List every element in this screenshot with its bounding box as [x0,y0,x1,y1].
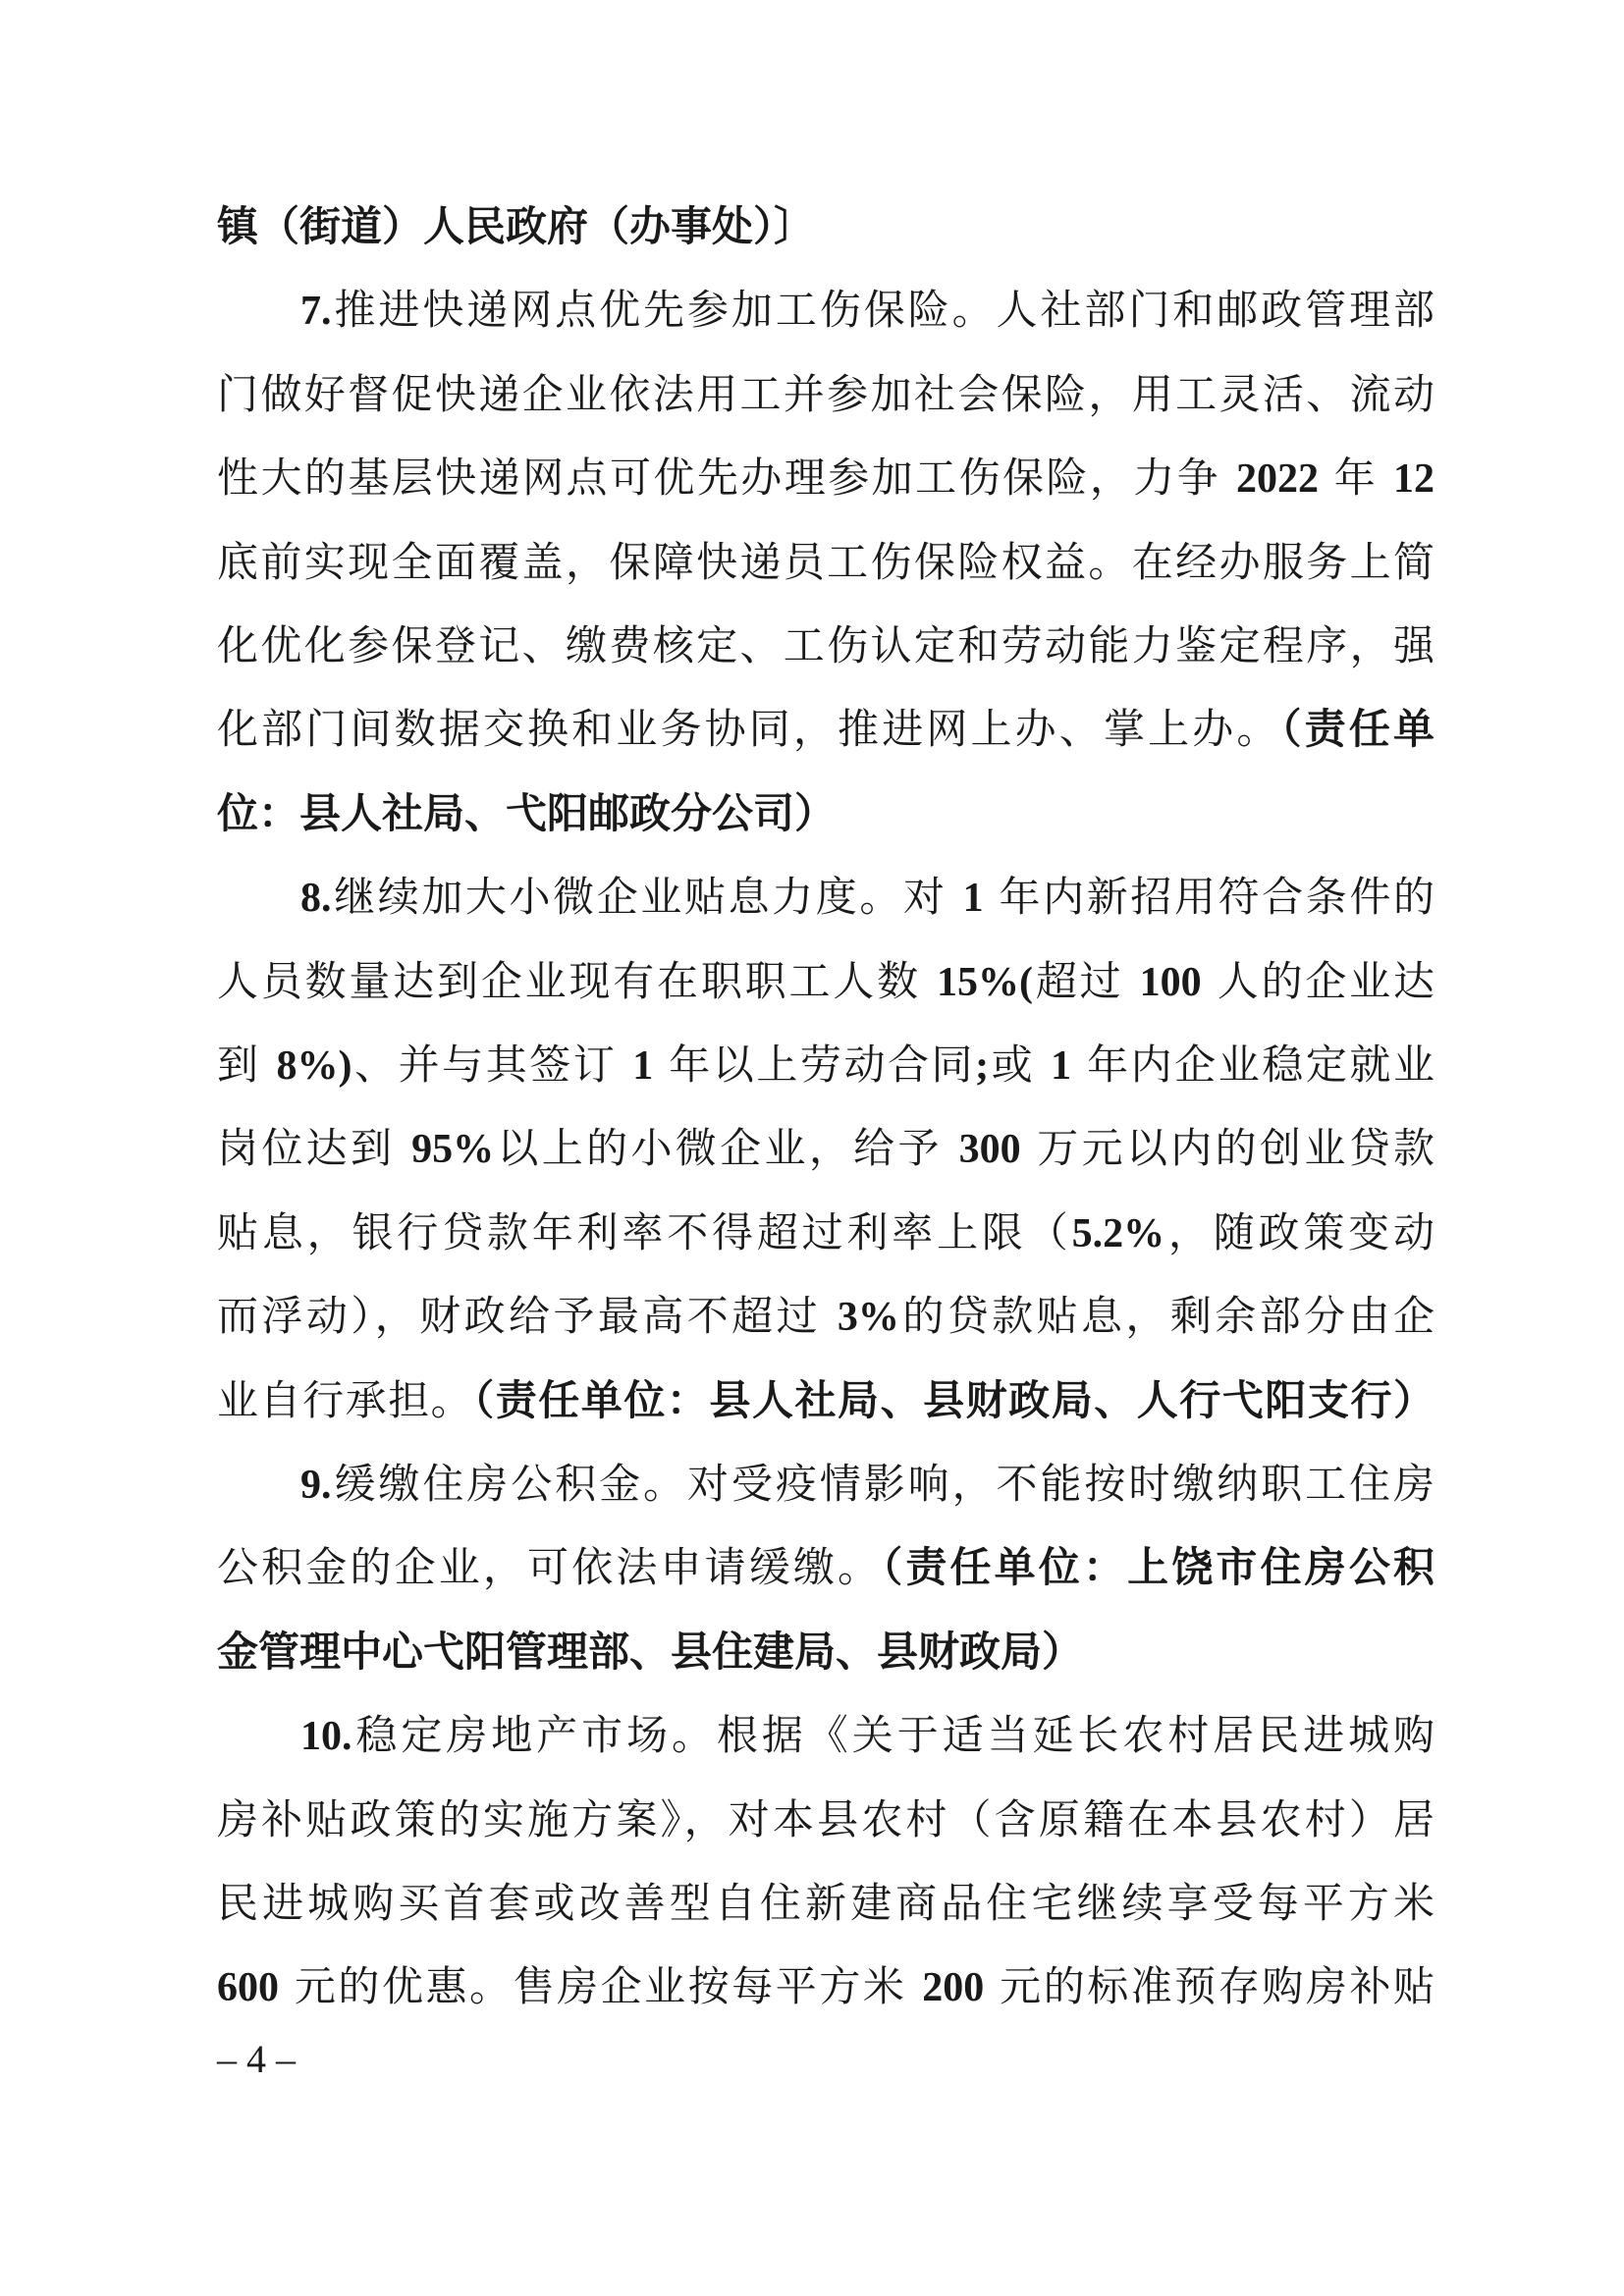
text-line [217,1533,1435,1602]
text-line [217,360,1435,429]
text-segment: 200 [922,1965,985,2010]
text-segment: 1 [632,1043,654,1089]
text-segment: 8%) [276,1043,352,1089]
text-segment: 缓缴住房公积金。对受疫情影响，不能按时缴纳职工住房 [331,1460,1435,1508]
text-segment: 5.2% [1071,1211,1165,1256]
text-segment: ，随政策变动 [1164,1208,1435,1256]
text-segment: （责任单位：上饶市住房公积 [882,1543,1435,1591]
text-segment: 民进城购买首套或改善型自住新建商品住宅继续享受每平方米 [217,1879,1435,1927]
text-segment: 万元以内的创业贷款 [1020,1124,1435,1172]
text-segment: 8. [300,876,332,921]
text-segment: 600 [217,1965,279,2010]
text-line [217,1952,1435,2021]
text-line [300,1701,1435,1770]
text-line [217,695,1435,764]
text-segment: 100 [1139,960,1202,1005]
text-segment: 而浮动），财政给予最高不超过 [217,1292,838,1340]
text-segment: 元的标准预存购房补贴 [984,1962,1435,2010]
text-line [217,528,1435,597]
text-segment: 化部门间数据交换和业务协同，推进网上办、掌上办。 [217,705,1281,753]
text-segment: 继续加大小微企业贴息力度。对 [331,873,963,921]
text-segment: 300 [958,1127,1021,1172]
text-segment: 年内新招用符合条件的 [983,873,1435,921]
text-segment: 房补贴政策的实施方案》，对本县农村（含原籍在本县农村）居 [217,1795,1435,1843]
text-segment: 门做好督促快递企业依法用工并参加社会保险，用工灵活、流动 [217,370,1435,418]
text-segment: （责任单位：县人社局、县财政局、人行弋阳支行） [473,1376,1435,1424]
text-segment: 的贷款贴息，剩余部分由企 [898,1292,1435,1340]
text-line [217,1199,1435,1267]
text-segment: 1 [962,876,984,921]
text-segment: 、并与其签订 [352,1041,633,1089]
text-line [217,1786,1435,1854]
text-segment: 7. [300,289,332,334]
text-segment: 12 [1393,456,1435,502]
text-line [217,1114,1435,1183]
text-segment: 位：县人社局、弋阳邮政分公司） [217,789,837,837]
text-line [217,779,1435,848]
text-segment: 年 [1318,454,1393,502]
text-line [217,1869,1435,1938]
text-segment: 10. [300,1714,352,1759]
text-segment: 岗位达到 [217,1124,412,1172]
text-segment: 到 [217,1041,277,1089]
text-segment: （责任单 [1280,705,1435,753]
text-segment: 稳定房地产市场。根据《关于适当延长农村居民进城购 [352,1711,1435,1759]
text-segment: 2022 [1235,456,1319,502]
text-segment: 镇（街道）人民政府（办事处）〕 [217,202,816,250]
text-segment: 或 [989,1041,1052,1089]
text-segment: 1 [1051,1043,1072,1089]
text-segment: 年以上劳动合同 [653,1041,976,1089]
text-segment: 推进快递网点优先参加工伤保险。人社部门和邮政管理部 [331,286,1435,334]
page-number: – 4 – [217,2037,296,2081]
text-segment: 15%( [937,960,1034,1005]
text-line [300,863,1435,932]
text-line [217,612,1435,680]
text-segment: 贴息，银行贷款年利率不得超过利率上限（ [217,1208,1072,1256]
text-segment: 业自行承担。 [217,1376,474,1424]
text-segment: 人的企业达 [1201,957,1435,1005]
text-segment: 底前实现全面覆盖，保障快递员工伤保险权益。在经办服务上简 [217,538,1435,586]
text-line [217,444,1435,512]
text-line [300,1450,1435,1519]
text-segment: 金管理中心弋阳管理部、县住建局、县财政局） [217,1628,1084,1676]
text-line [300,276,1435,345]
text-segment: 化优化参保登记、缴费核定、工伤认定和劳动能力鉴定程序，强 [217,621,1435,669]
text-segment: 公积金的企业，可依法申请缓缴。 [217,1543,883,1591]
text-line [217,1031,1435,1099]
text-line [217,1282,1435,1351]
text-line [217,1618,1435,1686]
text-segment: 以上的小微企业，给予 [494,1124,959,1172]
text-segment: 年内企业稳定就业 [1071,1041,1435,1089]
text-line [217,947,1435,1016]
text-segment: 超过 [1033,957,1140,1005]
text-segment: 人员数量达到企业现有在职职工人数 [217,957,938,1005]
text-segment: 9. [300,1463,332,1508]
text-segment: 性大的基层快递网点可优先办理参加工伤保险，力争 [217,454,1236,502]
text-line [217,192,1435,261]
text-segment: 3% [837,1295,899,1340]
text-segment: 元的优惠。售房企业按每平方米 [279,1962,923,2010]
text-segment: ; [975,1043,990,1089]
text-line [217,1366,1435,1435]
text-segment: 95% [411,1127,495,1172]
